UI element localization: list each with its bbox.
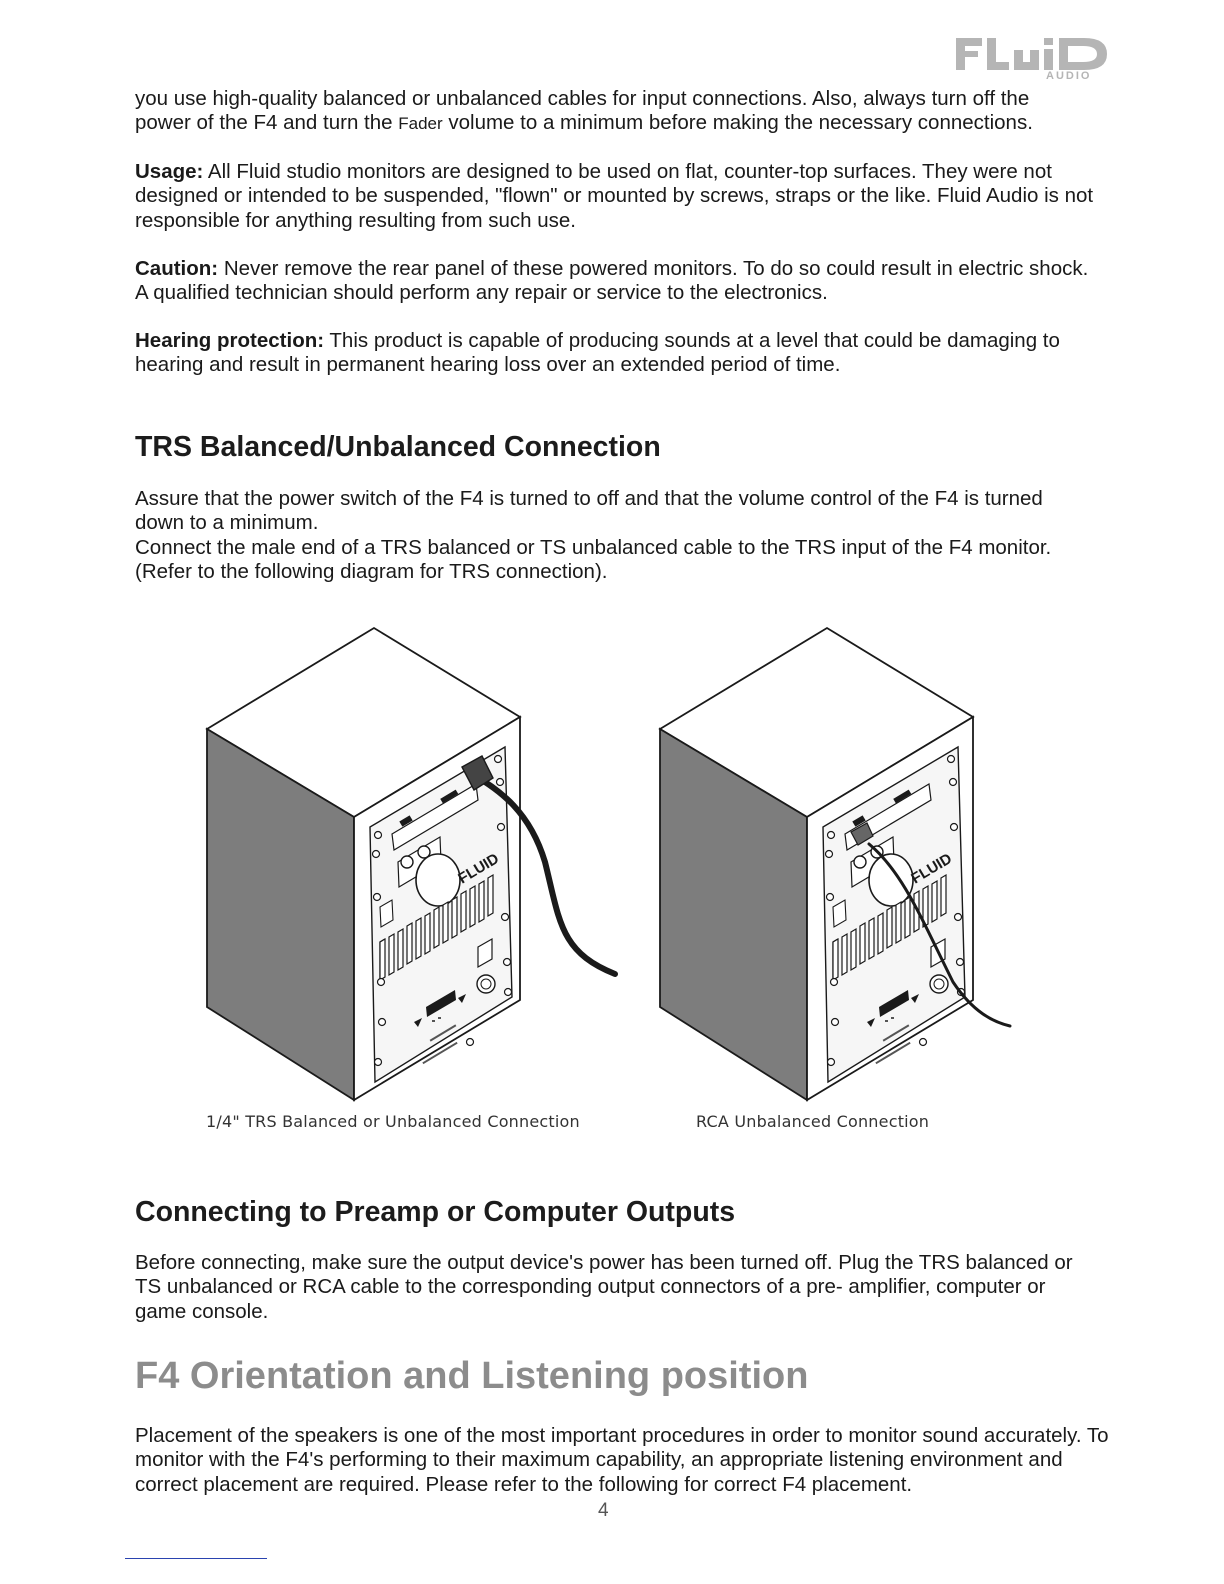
- rca-speaker-illustration: [660, 628, 1010, 1100]
- trs-section-heading: TRS Balanced/Unbalanced Connection: [135, 431, 661, 463]
- intro-line-1: you use high-quality balanced or unbalanced cables for input connections. Also, always turn off the: [135, 87, 1030, 110]
- rca-caption: RCA Unbalanced Connection: [696, 1112, 930, 1131]
- intro-paragraph: [135, 87, 1095, 137]
- footnote-rule: [125, 1558, 267, 1559]
- trs-paragraph-3: (Refer to the following diagram for TRS connection).: [135, 559, 608, 583]
- trs-speaker-illustration: [207, 628, 615, 1100]
- usage-text: All Fluid studio monitors are designed to be used on flat, counter-top surfaces. They were not designed or intended to be suspended, "flown" or mounted by screws, straps or the like. Fluid Audio is not responsible for anything resulting from such use.: [135, 160, 1094, 232]
- caution-label: Caution:: [135, 257, 219, 280]
- trs-paragraph-1: Assure that the power switch of the F4 is turned to off and that the volume control of the F4 is turned down to a minimum.: [135, 487, 1043, 535]
- orientation-section-text: Placement of the speakers is one of the most important procedures in order to monitor sound accurately. To monitor with the F4's performing to their maximum capability, an appropriate listening environment and correct placement are required. Please refer to the following for correct F4 placement.: [135, 1424, 1109, 1496]
- intro-line-2-post: volume to a minimum before making the necessary connections.: [442, 111, 1033, 135]
- intro-line-2-pre: power of the F4 and turn the: [135, 111, 399, 135]
- orientation-section-heading: F4 Orientation and Listening position: [135, 1355, 809, 1397]
- caution-text: Never remove the rear panel of these powered monitors. To do so could result in electric shock. A qualified technician should perform any repair or service to the electronics.: [135, 257, 1089, 305]
- page-number: 4: [598, 1500, 609, 1521]
- hearing-protection-paragraph: [135, 329, 1095, 378]
- trs-paragraph-2: Connect the male end of a TRS balanced or TS unbalanced cable to the TRS input of the F4 monitor.: [135, 535, 1052, 559]
- fader-word: Fader: [398, 114, 443, 134]
- usage-paragraph: [135, 160, 1095, 233]
- caution-paragraph: [135, 257, 1095, 306]
- usage-label: Usage:: [135, 160, 204, 183]
- trs-caption: 1/4" TRS Balanced or Unbalanced Connection: [206, 1112, 580, 1131]
- speaker-illustrations: [200, 622, 1030, 1112]
- connection-diagram: [200, 622, 1030, 1112]
- hearing-protection-label: Hearing protection:: [135, 329, 325, 352]
- trs-section-body: [135, 487, 1095, 584]
- logo-subtitle: AUDIO: [1046, 70, 1092, 82]
- preamp-section-text: Before connecting, make sure the output device's power has been turned off. Plug the TRS balanced or TS unbalanced or RCA cable to the corresponding output connectors of a pre- amplifier, computer or game console.: [135, 1251, 1073, 1323]
- preamp-section-heading: Connecting to Preamp or Computer Outputs: [135, 1196, 736, 1228]
- hearing-protection-text: This product is capable of producing sounds at a level that could be damaging to hearing and result in permanent hearing loss over an extended period of time.: [135, 329, 1060, 377]
